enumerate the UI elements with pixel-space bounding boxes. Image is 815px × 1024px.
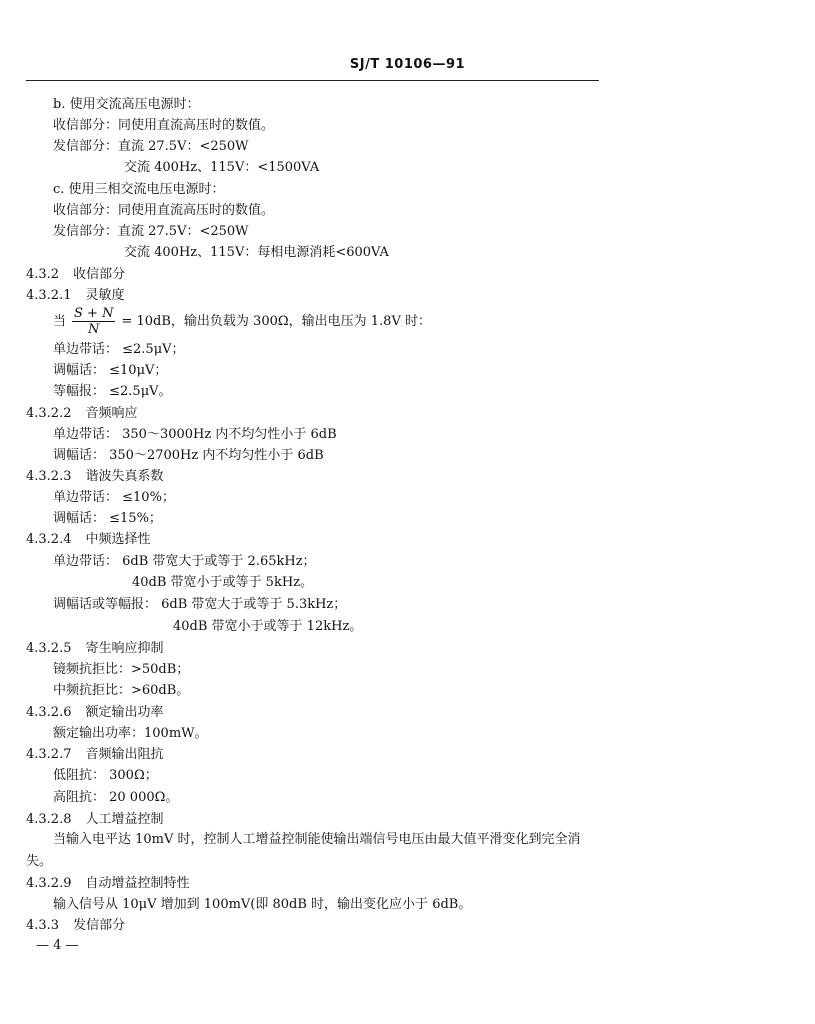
section-heading bbox=[26, 287, 125, 305]
section-title: 灵敏度 bbox=[85, 288, 125, 303]
section-title: 谐波失真系数 bbox=[85, 469, 164, 484]
fraction-denominator: N bbox=[88, 322, 100, 337]
text-line: 调幅话： ≤10μV； bbox=[53, 363, 168, 378]
text-line: 单边带话： ≤2.5μV； bbox=[53, 342, 185, 357]
paragraph: 当输入电平达 10mV 时，控制人工增益控制能使输出端信号电压由最大值平滑变化到完全消失。 bbox=[26, 832, 581, 869]
section-heading bbox=[26, 875, 190, 893]
text-line: 40dB 带宽小于或等于 5kHz。 bbox=[132, 575, 314, 590]
text-line: 中频抗拒比：>60dB。 bbox=[53, 683, 190, 698]
section-heading bbox=[26, 811, 164, 829]
sensitivity-condition bbox=[53, 306, 431, 337]
text-line: 高阻抗： 20 000Ω。 bbox=[53, 790, 179, 805]
section-number: 4.3.2 bbox=[26, 267, 60, 282]
text-line: 低阻抗： 300Ω； bbox=[53, 768, 158, 783]
section-number: 4.3.2.4 bbox=[26, 532, 72, 547]
section-title: 音频输出阻抗 bbox=[85, 747, 164, 762]
section-number: 4.3.2.3 bbox=[26, 469, 72, 484]
text-line: 交流 400Hz、115V：每相电源消耗<600VA bbox=[124, 245, 389, 260]
section-number: 4.3.2.8 bbox=[26, 812, 72, 827]
section-number: 4.3.2.6 bbox=[26, 705, 72, 720]
fraction-numerator: S + N bbox=[74, 306, 114, 321]
text-line: 额定输出功率：100mW。 bbox=[53, 726, 208, 741]
section-number: 4.3.2.9 bbox=[26, 876, 72, 891]
section-title: 音频响应 bbox=[85, 406, 138, 421]
section-title: 中频选择性 bbox=[85, 532, 151, 547]
text-line: 等幅报： ≤2.5μV。 bbox=[53, 384, 172, 399]
text-line: 交流 400Hz、115V：<1500VA bbox=[124, 160, 320, 175]
section-number: 4.3.2.1 bbox=[26, 288, 72, 303]
text-line: 调幅话： ≤15%； bbox=[53, 511, 162, 526]
text-line: 输入信号从 10μV 增加到 100mV(即 80dB 时，输出变化应小于 6dB。 bbox=[53, 897, 472, 912]
section-number: 4.3.3 bbox=[26, 918, 60, 933]
text-line: 调幅话： 350～2700Hz 内不均匀性小于 6dB bbox=[53, 448, 324, 463]
section-title: 收信部分 bbox=[73, 267, 126, 282]
section-heading bbox=[26, 531, 151, 549]
text-line: 单边带话： 350～3000Hz 内不均匀性小于 6dB bbox=[53, 427, 337, 442]
section-title: 额定输出功率 bbox=[85, 705, 164, 720]
text-line: 单边带话： 6dB 带宽大于或等于 2.65kHz； bbox=[53, 554, 316, 569]
text-line: 收信部分：同使用直流高压时的数值。 bbox=[53, 203, 275, 218]
text-line: b. 使用交流高压电源时： bbox=[53, 97, 200, 112]
text-line: c. 使用三相交流电压电源时： bbox=[53, 182, 225, 197]
text-line: 40dB 带宽小于或等于 12kHz。 bbox=[173, 619, 363, 634]
section-title: 人工增益控制 bbox=[85, 812, 164, 827]
section-heading bbox=[26, 746, 164, 764]
section-heading bbox=[26, 704, 164, 722]
section-title: 自动增益控制特性 bbox=[85, 876, 190, 891]
text-line: 发信部分：直流 27.5V：<250W bbox=[53, 224, 249, 239]
section-heading bbox=[26, 640, 164, 658]
text-fragment: = 10dB，输出负载为 300Ω，输出电压为 1.8V 时： bbox=[121, 314, 431, 329]
snr-fraction bbox=[72, 306, 115, 337]
text-fragment: 当 bbox=[53, 314, 67, 329]
section-heading bbox=[26, 266, 125, 284]
section-number: 4.3.2.2 bbox=[26, 406, 72, 421]
section-heading bbox=[26, 405, 138, 423]
document-code: SJ/T 10106—91 bbox=[349, 57, 466, 72]
section-title: 寄生响应抑制 bbox=[85, 641, 164, 656]
section-heading bbox=[26, 468, 164, 486]
text-line: 收信部分：同使用直流高压时的数值。 bbox=[53, 118, 275, 133]
section-title: 发信部分 bbox=[73, 918, 126, 933]
text-line: 镜频抗拒比：>50dB； bbox=[53, 662, 190, 677]
section-heading bbox=[26, 917, 125, 935]
header-rule bbox=[26, 80, 599, 81]
page-number: — 4 — bbox=[36, 938, 79, 953]
section-number: 4.3.2.5 bbox=[26, 641, 72, 656]
text-line: 单边带话： ≤10%； bbox=[53, 490, 175, 505]
text-line: 调幅话或等幅报： 6dB 带宽大于或等于 5.3kHz； bbox=[53, 597, 347, 612]
section-number: 4.3.2.7 bbox=[26, 747, 72, 762]
text-line: 发信部分：直流 27.5V：<250W bbox=[53, 139, 249, 154]
